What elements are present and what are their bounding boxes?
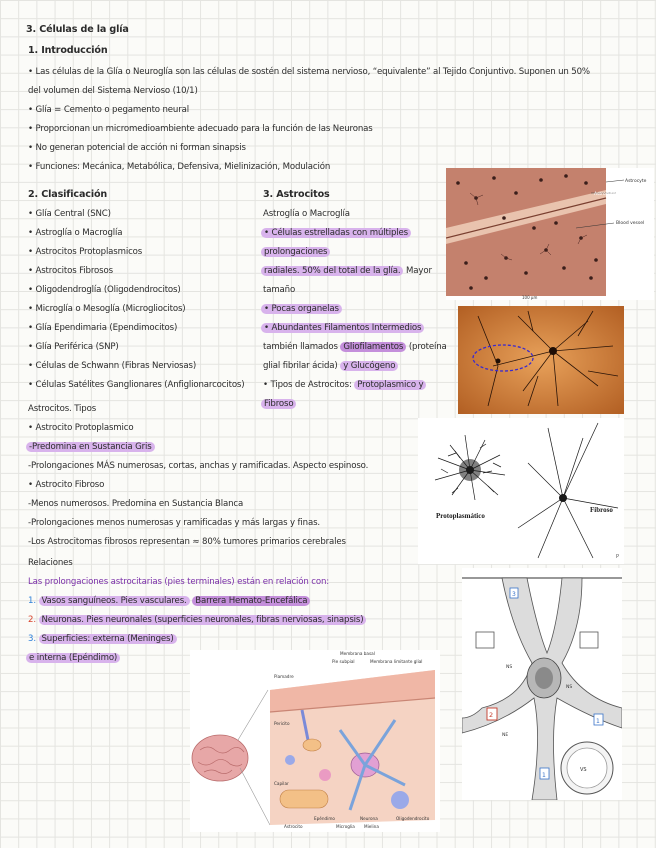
- astrocitos-line-7b: Gliofilamentos: [340, 342, 406, 352]
- astrocitos-line-7c: (proteína: [406, 342, 447, 352]
- astrocitos-line-8a: glial fibrilar ácida): [263, 361, 341, 371]
- relaciones-1b: Barrera Hemato-Encefálica: [192, 596, 310, 606]
- intro-line-1: • Las células de la Glía o Neuroglía son las células de sostén del sistema nervioso, “equivalente” al Tejido Conjuntivo. Suponen un 50%: [28, 67, 590, 77]
- astrocitos-line-4: tamaño: [263, 285, 296, 295]
- clasificacion-item: • Astrocitos Fibrosos: [28, 266, 113, 276]
- tipos-line-7: -Los Astrocitomas fibrosos representan ≈ 80% tumores primarios cerebrales: [28, 537, 346, 547]
- diagram-label-mielina: Mielina: [364, 824, 379, 829]
- diagram-label-capilar: Capilar: [274, 781, 289, 786]
- astrocitos-heading: 3. Astrocitos: [263, 189, 330, 200]
- astrocitos-line-8b: y Glucógeno: [340, 361, 398, 371]
- schematic-label-ns2: NS: [506, 665, 513, 670]
- astrocyte-stain-image: [458, 306, 624, 414]
- micro-label-blood-vessel: Blood vessel: [616, 221, 645, 226]
- schematic-label-1b: 1: [542, 772, 546, 779]
- clasificacion-item: • Células Satélites Ganglionares (Anfiglionarcocitos): [28, 380, 245, 390]
- clasificacion-item: • Oligodendroglía (Oligodendrocitos): [28, 285, 181, 295]
- clasificacion-item: • Células de Schwann (Fibras Nerviosas): [28, 361, 197, 371]
- diagram-label-ependimo: Epéndimo: [314, 816, 335, 821]
- drawing-label-fibroso: Fibroso: [590, 506, 613, 514]
- clasificacion-item: • Microglía o Mesoglía (Microgliocitos): [28, 304, 186, 314]
- tipos-line-2: -Predomina en Sustancia Gris: [26, 442, 155, 452]
- astrocitos-line-9a: • Tipos de Astrocitos:: [263, 380, 355, 390]
- intro-line-6: • Funciones: Mecánica, Metabólica, Defensiva, Mielinización, Modulación: [28, 162, 331, 172]
- diagram-label-membrana-limitante: Membrana limitante glial: [370, 659, 423, 664]
- relaciones-1a: Vasos sanguíneos. Pies vasculares.: [39, 596, 190, 606]
- intro-line-4: • Proporcionan un micromedioambiente adecuado para la función de las Neuronas: [28, 124, 373, 134]
- astrocitos-line-10: Fibroso: [261, 399, 296, 409]
- tipos-line-6: -Prolongaciones menos numerosas y ramificadas y más largas y finas.: [28, 518, 320, 528]
- glia-tissue-diagram: [190, 650, 440, 832]
- clasificacion-item: • Astrocitos Protoplasmicos: [28, 247, 143, 257]
- diagram-label-membrana-basal: Membrana basal: [340, 651, 375, 656]
- schematic-label-ne: NE: [502, 733, 509, 738]
- tipos-line-3: -Prolongaciones MÁS numerosas, cortas, anchas y ramificadas. Aspecto espinoso.: [28, 461, 369, 471]
- astrocitos-line-9b: Protoplasmico y: [354, 380, 426, 390]
- tipos-line-1: • Astrocito Protoplasmico: [28, 423, 134, 433]
- micro-label-astrocyte: Astrocyte: [625, 179, 647, 184]
- diagram-label-microglia: Microglia: [336, 824, 355, 829]
- diagram-label-oligodendrocito: Oligodendrocito: [396, 816, 430, 821]
- intro-heading: 1. Introducción: [28, 45, 108, 56]
- astrocitos-line-6: • Abundantes Filamentos Intermedios: [261, 323, 424, 333]
- clasificacion-heading: 2. Clasificación: [28, 189, 108, 200]
- astrocitos-line-5: • Pocas organelas: [261, 304, 342, 314]
- astrocitos-line-3-highlight: radiales. 50% del total de la glía.: [261, 266, 403, 276]
- relaciones-num-2: 2.: [28, 615, 36, 625]
- tipos-heading: Astrocitos. Tipos: [28, 404, 97, 414]
- micro-label-scale: 100 µm: [522, 295, 538, 300]
- diagram-label-piamadre: Piamadre: [274, 674, 294, 679]
- intro-line-3: • Glía = Cemento o pegamento neural: [28, 105, 189, 115]
- astrocyte-relations-schematic: [462, 568, 622, 800]
- drawing-label-protoplasmatico: Protoplasmático: [436, 512, 485, 520]
- schematic-label-vs: VS: [580, 767, 587, 773]
- relaciones-heading: Relaciones: [28, 558, 73, 568]
- astrocitos-subtitle: Astroglía o Macroglía: [263, 209, 350, 219]
- intro-line-2: del volumen del Sistema Nervioso (10/1): [28, 86, 198, 96]
- schematic-label-2: 2: [489, 711, 494, 719]
- relaciones-2: Neuronas. Pies neuronales (superficies neuronales, fibras nerviosas, sinapsis): [39, 615, 367, 625]
- astrocitos-line-1: • Células estrelladas con múltiples: [261, 228, 411, 238]
- clasificacion-item: • Glía Central (SNC): [28, 209, 111, 219]
- astrocyte-types-drawing: [418, 418, 624, 564]
- relaciones-4: e interna (Epéndimo): [26, 653, 120, 663]
- clasificacion-item: • Glía Periférica (SNP): [28, 342, 119, 352]
- diagram-label-neurona: Neurona: [360, 816, 378, 821]
- drawing-label-p: P: [616, 554, 620, 560]
- relaciones-3: Superficies: externa (Meninges): [39, 634, 177, 644]
- astrocitos-line-2: prolongaciones: [261, 247, 330, 257]
- intro-line-5: • No generan potencial de acción ni forman sinapsis: [28, 143, 246, 153]
- diagram-label-astrocito: Astrocito: [284, 824, 303, 829]
- schematic-label-3: 3: [512, 591, 516, 598]
- astrocyte-micrograph: [446, 168, 654, 300]
- relaciones-intro: Las prolongaciones astrocitarias (pies terminales) están en relación con:: [28, 577, 329, 587]
- tipos-line-5: -Menos numerosos. Predomina en Sustancia Blanca: [28, 499, 244, 509]
- diagram-label-pericito: Pericito: [274, 721, 290, 726]
- schematic-label-ns1: NS: [566, 685, 573, 690]
- relaciones-num-3: 3.: [28, 634, 36, 644]
- clasificacion-item: • Glía Ependimaria (Ependimocitos): [28, 323, 178, 333]
- clasificacion-item: • Astroglía o Macroglía: [28, 228, 123, 238]
- diagram-label-pie-subpial: Pie subpial: [332, 659, 355, 664]
- micro-label-astrocytes: Astrocytes: [594, 192, 618, 197]
- relaciones-num-1: 1.: [28, 596, 36, 606]
- astrocitos-line-7a: también llamados: [263, 342, 341, 352]
- page-title: 3. Células de la glía: [26, 24, 129, 35]
- schematic-label-1a: 1: [596, 718, 600, 725]
- astrocitos-line-3-rest: Mayor: [403, 266, 432, 276]
- tipos-line-4: • Astrocito Fibroso: [28, 480, 105, 490]
